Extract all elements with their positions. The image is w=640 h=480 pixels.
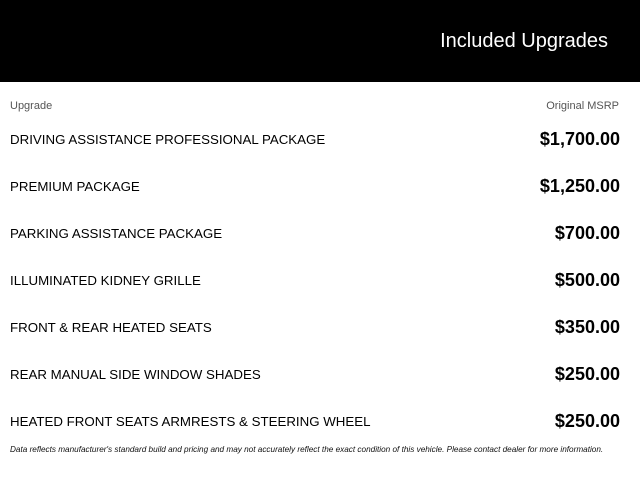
column-header-msrp: Original MSRP: [546, 100, 619, 112]
table-row: [0, 257, 640, 304]
upgrade-price: $350.00: [554, 317, 620, 337]
page-title: Included Upgrades: [440, 30, 608, 52]
upgrade-name: REAR MANUAL SIDE WINDOW SHADES: [10, 367, 261, 382]
upgrade-name: HEATED FRONT SEATS ARMRESTS & STEERING WHEEL: [10, 414, 371, 429]
upgrade-price: $700.00: [554, 223, 620, 243]
upgrade-name: DRIVING ASSISTANCE PROFESSIONAL PACKAGE: [10, 132, 326, 147]
column-header-upgrade: Upgrade: [10, 100, 53, 112]
disclaimer-text: Data reflects manufacturer's standard build and pricing and may not accurately reflect the exact condition of this vehicle. Please contact dealer for more information.: [10, 445, 604, 454]
upgrade-price: $250.00: [554, 411, 620, 431]
upgrade-name: PREMIUM PACKAGE: [10, 179, 140, 194]
upgrade-name: ILLUMINATED KIDNEY GRILLE: [10, 273, 201, 288]
header-bar: [0, 0, 640, 82]
upgrade-name: PARKING ASSISTANCE PACKAGE: [10, 226, 223, 241]
upgrades-table: [0, 116, 640, 445]
table-row: [0, 210, 640, 257]
upgrade-name: FRONT & REAR HEATED SEATS: [10, 320, 212, 335]
upgrade-price: $1,250.00: [539, 176, 620, 196]
upgrade-price: $1,700.00: [539, 129, 620, 149]
upgrade-price: $250.00: [554, 364, 620, 384]
table-row: [0, 351, 640, 398]
table-row: [0, 116, 640, 163]
table-row: [0, 398, 640, 445]
upgrade-price: $500.00: [554, 270, 620, 290]
table-row: [0, 163, 640, 210]
table-row: [0, 304, 640, 351]
